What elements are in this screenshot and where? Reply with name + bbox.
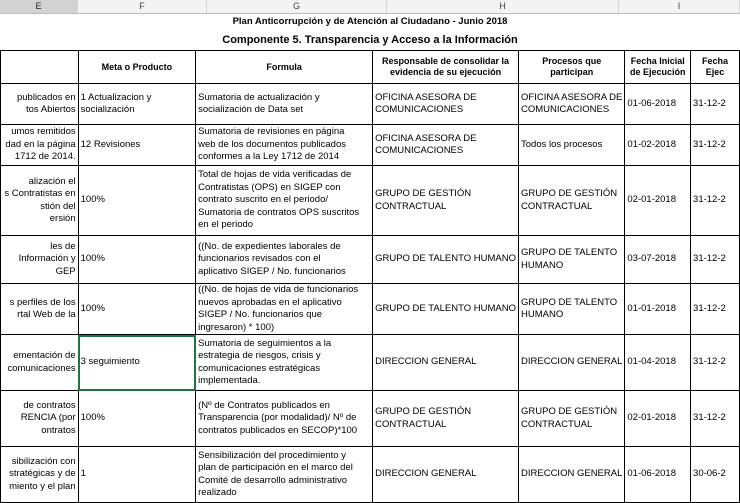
cell-procesos[interactable]: GRUPO DE TALENTO HUMANO — [519, 284, 625, 335]
cell-fecha-inicial[interactable]: 01-01-2018 — [625, 284, 691, 335]
cell-activity[interactable]: alización el s Contratistas en stión del ersión — [1, 166, 79, 236]
cell-fecha-final[interactable]: 31-12-2 — [691, 125, 740, 166]
cell-fecha-inicial[interactable]: 02-01-2018 — [625, 166, 691, 236]
header-cell-activity[interactable] — [1, 51, 79, 84]
header-cell-responsable[interactable]: Responsable de consolidar la evidencia de su ejecución — [373, 51, 519, 84]
cell-fecha-final[interactable]: 31-12-2 — [691, 284, 740, 335]
cell-fecha-inicial[interactable]: 01-04-2018 — [625, 335, 691, 391]
cell-formula[interactable]: Sumatoria de revisiones en página web de los documentos publicados conformes a la Ley 1712 de 2014 — [196, 125, 373, 166]
data-table — [0, 50, 740, 503]
cell-meta[interactable]: 1 — [78, 447, 195, 503]
cell-activity[interactable]: s perfiles de los rtal Web de la — [1, 284, 79, 335]
cell-fecha-inicial[interactable]: 02-01-2018 — [625, 391, 691, 447]
cell-fecha-inicial[interactable]: 01-06-2018 — [625, 447, 691, 503]
column-header-g[interactable]: G — [207, 0, 387, 13]
cell-meta[interactable]: 3 seguimiento — [78, 335, 195, 391]
table-row — [1, 284, 740, 335]
cell-fecha-inicial[interactable]: 03-07-2018 — [625, 236, 691, 284]
cell-responsable[interactable]: OFICINA ASESORA DE COMUNICACIONES — [373, 84, 519, 125]
column-header-i[interactable]: I — [619, 0, 740, 13]
header-row — [1, 51, 740, 84]
cell-formula[interactable]: ((No. de expedientes laborales de funcionarios revisados con el aplicativo SIGEP / No. funcionarios — [196, 236, 373, 284]
cell-procesos[interactable]: DIRECCION GENERAL — [519, 447, 625, 503]
cell-activity[interactable]: publicados en tos Abiertos — [1, 84, 79, 125]
header-cell-meta[interactable]: Meta o Producto — [78, 51, 195, 84]
cell-procesos[interactable]: Todos los procesos — [519, 125, 625, 166]
cell-activity[interactable]: de contratos RENCIA (por ontratos — [1, 391, 79, 447]
cell-meta[interactable]: 12 Revisiones — [78, 125, 195, 166]
cell-fecha-final[interactable]: 31-12-2 — [691, 335, 740, 391]
column-header-bar — [0, 0, 740, 14]
sheet-title: Plan Anticorrupción y de Atención al Ciudadano - Junio 2018 — [232, 16, 508, 27]
cell-responsable[interactable]: DIRECCION GENERAL — [373, 335, 519, 391]
cell-fecha-inicial[interactable]: 01-06-2018 — [625, 84, 691, 125]
cell-procesos[interactable]: OFICINA ASESORA DE COMUNICACIONES — [519, 84, 625, 125]
cell-activity[interactable]: umos remitidos dad en la página 1712 de 2014. — [1, 125, 79, 166]
cell-procesos[interactable]: GRUPO DE GESTIÓN CONTRACTUAL — [519, 391, 625, 447]
cell-responsable[interactable]: OFICINA ASESORA DE COMUNICACIONES — [373, 125, 519, 166]
table-row — [1, 335, 740, 391]
cell-responsable[interactable]: GRUPO DE TALENTO HUMANO — [373, 284, 519, 335]
cell-procesos[interactable]: GRUPO DE TALENTO HUMANO — [519, 236, 625, 284]
cell-responsable[interactable]: DIRECCION GENERAL — [373, 447, 519, 503]
cell-fecha-final[interactable]: 31-12-2 — [691, 236, 740, 284]
column-header-e[interactable]: E — [0, 0, 78, 13]
cell-procesos[interactable]: GRUPO DE GESTIÓN CONTRACTUAL — [519, 166, 625, 236]
cell-activity[interactable]: les de Información y GEP — [1, 236, 79, 284]
cell-meta[interactable]: 100% — [78, 391, 195, 447]
table-row — [1, 166, 740, 236]
cell-fecha-inicial[interactable]: 01-02-2018 — [625, 125, 691, 166]
table-row — [1, 84, 740, 125]
cell-fecha-final[interactable]: 31-12-2 — [691, 391, 740, 447]
cell-meta[interactable]: 1 Actualizacion y socialización — [78, 84, 195, 125]
cell-fecha-final[interactable]: 30-06-2 — [691, 447, 740, 503]
cell-fecha-final[interactable]: 31-12-2 — [691, 84, 740, 125]
cell-meta[interactable]: 100% — [78, 284, 195, 335]
header-cell-procesos[interactable]: Procesos que participan — [519, 51, 625, 84]
sheet-subtitle: Componente 5. Transparencia y Acceso a la Información — [222, 34, 518, 46]
header-cell-formula[interactable]: Formula — [196, 51, 373, 84]
table-row — [1, 391, 740, 447]
table-row — [1, 236, 740, 284]
cell-formula[interactable]: Total de hojas de vida verificadas de Contratistas (OPS) en SIGEP con contrato suscrito en el periodo/ Sumatoria de contratos OPS suscritos en el periodo — [196, 166, 373, 236]
cell-meta[interactable]: 100% — [78, 166, 195, 236]
cell-formula[interactable]: Sumatoria de actualización y socialización de Data set — [196, 84, 373, 125]
cell-formula[interactable]: Sensibilización del procedimiento y plan de participación en el marco del Comité de desarrollo administrativo realizado — [196, 447, 373, 503]
cell-formula[interactable]: (Nº de Contratos publicados en Transparencia (por modalidad)/ Nº de contratos publicados en SECOP)*100 — [196, 391, 373, 447]
column-header-h[interactable]: H — [387, 0, 619, 13]
header-cell-fecha-final[interactable]: Fecha Ejec — [691, 51, 740, 84]
cell-formula[interactable]: ((No. de hojas de vida de funcionarios nuevos aprobadas en el aplicativo SIGEP / No. funcionarios que ingresaron) * 100) — [196, 284, 373, 335]
header-cell-fecha-inicial[interactable]: Fecha Inicial de Ejecución — [625, 51, 691, 84]
cell-activity[interactable]: ementación de comunicaciones — [1, 335, 79, 391]
column-header-f[interactable]: F — [78, 0, 207, 13]
cell-meta[interactable]: 100% — [78, 236, 195, 284]
cell-procesos[interactable]: DIRECCION GENERAL — [519, 335, 625, 391]
cell-responsable[interactable]: GRUPO DE TALENTO HUMANO — [373, 236, 519, 284]
cell-fecha-final[interactable]: 31-12-2 — [691, 166, 740, 236]
cell-responsable[interactable]: GRUPO DE GESTIÓN CONTRACTUAL — [373, 391, 519, 447]
table-row — [1, 125, 740, 166]
cell-formula[interactable]: Sumatoria de seguimientos a la estrategia de riesgos, crisis y comunicaciones estratégicas implementada. — [196, 335, 373, 391]
cell-responsable[interactable]: GRUPO DE GESTIÓN CONTRACTUAL — [373, 166, 519, 236]
table-row — [1, 447, 740, 503]
cell-activity[interactable]: sibilización con stratégicas y de miento y el plan — [1, 447, 79, 503]
